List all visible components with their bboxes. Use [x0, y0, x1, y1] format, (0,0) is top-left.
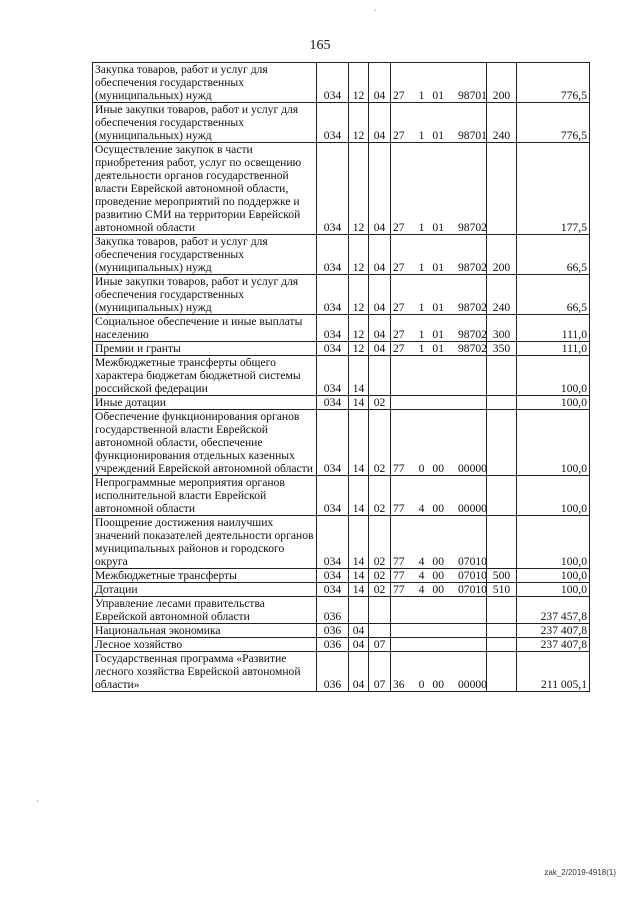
target-article-part: 27	[393, 221, 405, 234]
subsection-code-cell: 04	[369, 63, 391, 103]
target-article-cell	[391, 410, 487, 476]
ved-code-cell: 034	[317, 410, 349, 476]
expense-type-cell: 510	[487, 583, 517, 597]
target-article-part: 77	[393, 569, 405, 582]
target-article-part: 4	[418, 502, 425, 515]
section-code-cell: 12	[349, 235, 369, 275]
target-article-part: 77	[393, 462, 405, 475]
target-article-part: 27	[393, 261, 405, 274]
subsection-code-cell: 02	[369, 410, 391, 476]
expense-type-cell	[487, 638, 517, 652]
row-name-cell: Иные закупки товаров, работ и услуг для обеспечения государственных (муниципальных) нужд	[93, 275, 317, 315]
target-article-cell	[391, 356, 487, 396]
section-code-cell: 12	[349, 143, 369, 235]
section-code-cell: 12	[349, 342, 369, 356]
expense-type-cell: 240	[487, 275, 517, 315]
target-article-part: 77	[393, 502, 405, 515]
target-article-cell	[391, 638, 487, 652]
row-name-cell: Иные дотации	[93, 396, 317, 410]
table-row	[93, 652, 590, 692]
expense-type-cell	[487, 652, 517, 692]
subsection-code-cell	[369, 597, 391, 624]
target-article-cell	[391, 396, 487, 410]
target-article-cell	[391, 103, 487, 143]
section-code-cell: 12	[349, 275, 369, 315]
section-code-cell: 14	[349, 396, 369, 410]
section-code-cell: 14	[349, 583, 369, 597]
expense-type-cell	[487, 356, 517, 396]
target-article-part: 1	[418, 342, 425, 355]
side-mark: ·	[36, 796, 39, 806]
row-name-cell: Закупка товаров, работ и услуг для обеспечения государственных (муниципальных) нужд	[93, 235, 317, 275]
table-row	[93, 396, 590, 410]
target-article-part: 1	[418, 328, 425, 341]
amount-cell: 100,0	[517, 356, 590, 396]
target-article-part: 00000	[457, 502, 487, 515]
target-article-part: 1	[418, 129, 425, 142]
target-article-cell	[391, 583, 487, 597]
amount-cell: 111,0	[517, 342, 590, 356]
amount-cell: 111,0	[517, 315, 590, 342]
target-article-part: 98702	[457, 221, 487, 234]
corner-mark: ·	[374, 6, 377, 15]
expense-type-cell	[487, 516, 517, 569]
amount-cell: 776,5	[517, 63, 590, 103]
section-code-cell: 14	[349, 476, 369, 516]
section-code-cell: 04	[349, 638, 369, 652]
table-row	[93, 583, 590, 597]
amount-cell: 237 407,8	[517, 638, 590, 652]
target-article-part: 1	[418, 221, 425, 234]
row-name-cell: Закупка товаров, работ и услуг для обеспечения государственных (муниципальных) нужд	[93, 63, 317, 103]
subsection-code-cell: 02	[369, 396, 391, 410]
table-row	[93, 516, 590, 569]
target-article-cell	[391, 516, 487, 569]
ved-code-cell: 036	[317, 638, 349, 652]
amount-cell: 100,0	[517, 583, 590, 597]
target-article-part: 0	[418, 462, 425, 475]
subsection-code-cell	[369, 356, 391, 396]
target-article-cell	[391, 569, 487, 583]
row-name-cell: Государственная программа «Развитие лесного хозяйства Еврейской автономной области»	[93, 652, 317, 692]
target-article-part: 07010	[457, 555, 487, 568]
target-article-part: 27	[393, 328, 405, 341]
target-article-part: 00	[432, 569, 444, 582]
row-name-cell: Иные закупки товаров, работ и услуг для обеспечения государственных (муниципальных) нужд	[93, 103, 317, 143]
target-article-part: 1	[418, 301, 425, 314]
expense-type-cell	[487, 597, 517, 624]
ved-code-cell: 036	[317, 624, 349, 638]
table-row	[93, 143, 590, 235]
target-article-part: 07010	[457, 569, 487, 582]
section-code-cell: 04	[349, 624, 369, 638]
target-article-part: 00000	[457, 462, 487, 475]
subsection-code-cell: 02	[369, 569, 391, 583]
table-row	[93, 356, 590, 396]
target-article-cell	[391, 143, 487, 235]
expense-type-cell	[487, 476, 517, 516]
amount-cell: 211 005,1	[517, 652, 590, 692]
table-row	[93, 597, 590, 624]
target-article-cell	[391, 275, 487, 315]
table-row	[93, 410, 590, 476]
section-code-cell: 14	[349, 356, 369, 396]
target-article-part: 27	[393, 301, 405, 314]
section-code-cell: 12	[349, 63, 369, 103]
target-article-part: 01	[432, 328, 444, 341]
table-row	[93, 235, 590, 275]
expense-type-cell: 240	[487, 103, 517, 143]
subsection-code-cell: 02	[369, 476, 391, 516]
table-row	[93, 569, 590, 583]
row-name-cell: Поощрение достижения наилучших значений показателей деятельности органов муниципальных районов и городского округа	[93, 516, 317, 569]
target-article-part: 01	[432, 221, 444, 234]
subsection-code-cell: 04	[369, 103, 391, 143]
target-article-part: 0	[418, 678, 425, 691]
ved-code-cell: 034	[317, 583, 349, 597]
subsection-code-cell: 07	[369, 652, 391, 692]
target-article-part: 27	[393, 129, 405, 142]
expense-type-cell: 500	[487, 569, 517, 583]
row-name-cell: Лесное хозяйство	[93, 638, 317, 652]
target-article-part: 00	[432, 462, 444, 475]
row-name-cell: Обеспечение функционирования органов государственной власти Еврейской автономной области, обеспечение функционирования отдельных казенных учреждений Еврейской автономной области	[93, 410, 317, 476]
ved-code-cell: 034	[317, 476, 349, 516]
target-article-part: 98702	[457, 328, 487, 341]
target-article-part: 98702	[457, 301, 487, 314]
section-code-cell: 14	[349, 410, 369, 476]
target-article-cell	[391, 235, 487, 275]
subsection-code-cell: 04	[369, 143, 391, 235]
target-article-part: 98702	[457, 342, 487, 355]
target-article-cell	[391, 63, 487, 103]
page-number: 165	[309, 38, 331, 53]
target-article-part: 27	[393, 342, 405, 355]
ved-code-cell: 034	[317, 516, 349, 569]
subsection-code-cell: 04	[369, 315, 391, 342]
table-row	[93, 315, 590, 342]
ved-code-cell: 034	[317, 63, 349, 103]
table-row	[93, 103, 590, 143]
target-article-part: 07010	[457, 583, 487, 596]
row-name-cell: Непрограммные мероприятия органов исполнительной власти Еврейской автономной области	[93, 476, 317, 516]
expense-type-cell: 200	[487, 235, 517, 275]
target-article-part: 4	[418, 555, 425, 568]
subsection-code-cell: 07	[369, 638, 391, 652]
table-row	[93, 63, 590, 103]
expense-type-cell: 350	[487, 342, 517, 356]
table-row	[93, 476, 590, 516]
footer-code: zak_2/2019-4918(1)	[544, 868, 616, 877]
ved-code-cell: 034	[317, 103, 349, 143]
subsection-code-cell: 04	[369, 342, 391, 356]
target-article-part: 77	[393, 583, 405, 596]
target-article-part: 00000	[457, 678, 487, 691]
expense-type-cell	[487, 396, 517, 410]
subsection-code-cell	[369, 624, 391, 638]
expense-type-cell: 300	[487, 315, 517, 342]
target-article-cell	[391, 315, 487, 342]
row-name-cell: Осуществление закупок в части приобретения работ, услуг по освещению деятельности органов государственной власти Еврейской автономной области, проведение мероприятий по поддержке и развитию СМИ на территории Еврейской автономной области	[93, 143, 317, 235]
row-name-cell: Национальная экономика	[93, 624, 317, 638]
target-article-cell	[391, 624, 487, 638]
row-name-cell: Межбюджетные трансферты общего характера бюджетам бюджетной системы российской федерации	[93, 356, 317, 396]
amount-cell: 237 407,8	[517, 624, 590, 638]
target-article-part: 01	[432, 129, 444, 142]
target-article-part: 01	[432, 342, 444, 355]
ved-code-cell: 034	[317, 143, 349, 235]
target-article-part: 98702	[457, 261, 487, 274]
amount-cell: 100,0	[517, 569, 590, 583]
section-code-cell: 12	[349, 103, 369, 143]
row-name-cell: Межбюджетные трансферты	[93, 569, 317, 583]
subsection-code-cell: 02	[369, 516, 391, 569]
ved-code-cell: 034	[317, 356, 349, 396]
target-article-part: 00	[432, 583, 444, 596]
target-article-part: 4	[418, 583, 425, 596]
target-article-cell	[391, 342, 487, 356]
amount-cell: 100,0	[517, 516, 590, 569]
amount-cell: 66,5	[517, 235, 590, 275]
target-article-part: 98701	[457, 89, 487, 102]
target-article-part: 36	[393, 678, 405, 691]
table-row	[93, 624, 590, 638]
expense-type-cell: 200	[487, 63, 517, 103]
target-article-part: 1	[418, 261, 425, 274]
ved-code-cell: 034	[317, 235, 349, 275]
subsection-code-cell: 02	[369, 583, 391, 597]
target-article-cell	[391, 597, 487, 624]
target-article-cell	[391, 476, 487, 516]
amount-cell: 776,5	[517, 103, 590, 143]
expense-type-cell	[487, 624, 517, 638]
amount-cell: 237 457,8	[517, 597, 590, 624]
amount-cell: 100,0	[517, 476, 590, 516]
section-code-cell: 04	[349, 652, 369, 692]
expense-type-cell	[487, 410, 517, 476]
expense-type-cell	[487, 143, 517, 235]
ved-code-cell: 034	[317, 315, 349, 342]
row-name-cell: Премии и гранты	[93, 342, 317, 356]
table-row	[93, 638, 590, 652]
section-code-cell: 12	[349, 315, 369, 342]
target-article-part: 27	[393, 89, 405, 102]
target-article-part: 98701	[457, 129, 487, 142]
amount-cell: 100,0	[517, 396, 590, 410]
row-name-cell: Дотации	[93, 583, 317, 597]
amount-cell: 66,5	[517, 275, 590, 315]
target-article-part: 00	[432, 502, 444, 515]
budget-table	[92, 62, 590, 692]
target-article-part: 01	[432, 89, 444, 102]
target-article-part: 1	[418, 89, 425, 102]
ved-code-cell: 034	[317, 569, 349, 583]
section-code-cell: 14	[349, 516, 369, 569]
section-code-cell	[349, 597, 369, 624]
row-name-cell: Управление лесами правительства Еврейской автономной области	[93, 597, 317, 624]
ved-code-cell: 036	[317, 597, 349, 624]
row-name-cell: Социальное обеспечение и иные выплаты населению	[93, 315, 317, 342]
subsection-code-cell: 04	[369, 275, 391, 315]
target-article-part: 01	[432, 261, 444, 274]
target-article-part: 00	[432, 555, 444, 568]
table-row	[93, 342, 590, 356]
subsection-code-cell: 04	[369, 235, 391, 275]
target-article-cell	[391, 652, 487, 692]
amount-cell: 100,0	[517, 410, 590, 476]
target-article-part: 01	[432, 301, 444, 314]
amount-cell: 177,5	[517, 143, 590, 235]
table-row	[93, 275, 590, 315]
target-article-part: 00	[432, 678, 444, 691]
ved-code-cell: 036	[317, 652, 349, 692]
target-article-part: 77	[393, 555, 405, 568]
section-code-cell: 14	[349, 569, 369, 583]
ved-code-cell: 034	[317, 275, 349, 315]
ved-code-cell: 034	[317, 396, 349, 410]
target-article-part: 4	[418, 569, 425, 582]
ved-code-cell: 034	[317, 342, 349, 356]
